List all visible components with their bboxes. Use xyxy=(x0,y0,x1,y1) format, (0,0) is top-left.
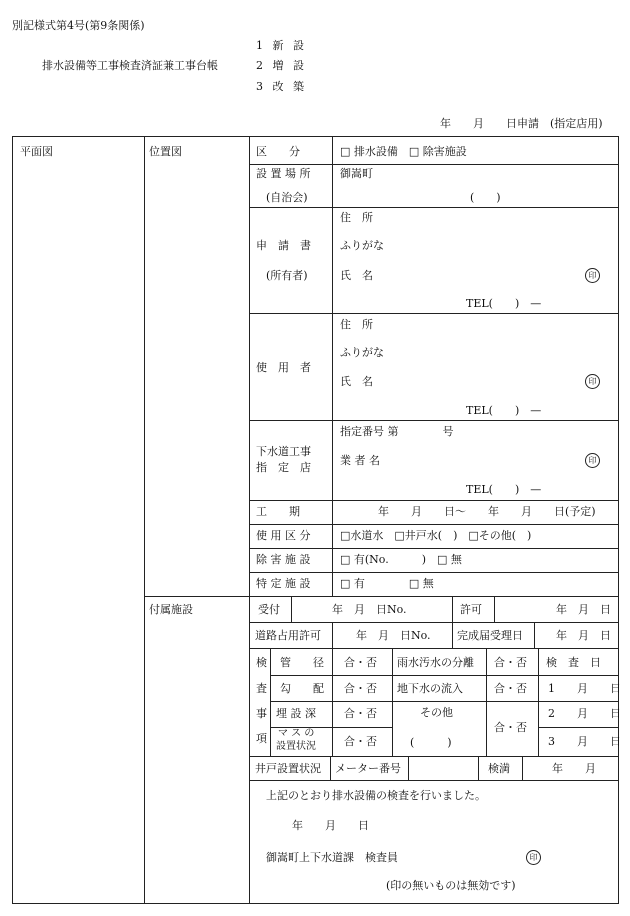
inspection-char: 事 xyxy=(256,707,267,720)
road-permit-date: 年 月 日No. xyxy=(356,629,431,642)
item-slope: 勾 配 xyxy=(280,682,324,695)
location-map-label: 位置図 xyxy=(149,145,182,158)
inspection-char: 査 xyxy=(256,682,267,695)
place-paren: ( ) xyxy=(470,191,501,204)
statement-date: 年 月 日 xyxy=(292,819,369,832)
usage-label: 使 用 区 分 xyxy=(256,529,311,542)
validity-note: (印の無いものは無効です) xyxy=(386,879,516,892)
application-date-line: 年 月 日申請 (指定店用) xyxy=(440,117,603,130)
inspection-date-1: 1 月 日 xyxy=(548,682,621,695)
place-value: 御嵩町 xyxy=(340,167,373,180)
form-number: 別記様式第4号(第9条関係) xyxy=(12,19,145,32)
contractor-sublabel: 指 定 店 xyxy=(256,461,311,474)
applicant-furigana: ふりがな xyxy=(340,239,384,252)
well-status-label: 井戸設置状況 xyxy=(255,762,321,775)
item-pipe-diameter: 管 径 xyxy=(280,656,324,669)
completion-label: 完成届受理日 xyxy=(457,629,523,642)
groundwater-inflow: 地下水の流入 xyxy=(397,682,463,695)
place-label: 設 置 場 所 xyxy=(256,167,311,180)
hazard-label: 除 害 施 設 xyxy=(256,553,311,566)
contractor-label: 下水道工事 xyxy=(256,445,311,458)
user-label: 使 用 者 xyxy=(256,361,311,374)
pass-fail: 合・否 xyxy=(344,682,377,695)
meter-expiry-value: 年 月 xyxy=(552,762,596,775)
permit-date: 年 月 日 xyxy=(556,603,611,616)
pass-fail: 合・否 xyxy=(344,656,377,669)
form-title: 排水設備等工事検査済証兼工事台帳 xyxy=(42,59,218,72)
user-address: 住 所 xyxy=(340,318,373,331)
user-name: 氏 名 xyxy=(340,375,373,388)
applicant-address: 住 所 xyxy=(340,211,373,224)
type-new: 1 新 設 xyxy=(256,39,307,52)
seal-icon: 印 xyxy=(585,268,600,283)
applicant-tel: TEL( ) — xyxy=(466,297,542,310)
divider xyxy=(332,136,333,596)
usage-value: □水道水 □井戸水( ) □その他( ) xyxy=(340,529,532,542)
pass-fail: 合・否 xyxy=(344,735,377,748)
pass-fail: 合・否 xyxy=(494,721,527,734)
inspection-date-3: 3 月 日 xyxy=(548,735,621,748)
designation-number: 指定番号 第 号 xyxy=(340,425,454,438)
divider xyxy=(144,136,145,904)
inspection-date-2: 2 月 日 xyxy=(548,707,621,720)
inspection-date-label: 検 査 日 xyxy=(546,656,601,669)
seal-icon: 印 xyxy=(526,850,541,865)
hazard-value: □ 有(No. ) □ 無 xyxy=(340,553,462,566)
pass-fail: 合・否 xyxy=(494,656,527,669)
meter-number-label: メーター番号 xyxy=(335,762,401,775)
inspection-char: 項 xyxy=(256,732,267,745)
meter-expiry-label: 検満 xyxy=(488,762,510,775)
special-label: 特 定 施 設 xyxy=(256,577,311,590)
seal-icon: 印 xyxy=(585,374,600,389)
period-value: 年 月 日〜 年 月 日(予定) xyxy=(378,505,596,518)
pass-fail: 合・否 xyxy=(344,707,377,720)
other-paren: ( ) xyxy=(410,736,452,749)
divider xyxy=(249,136,250,904)
completion-date: 年 月 日 xyxy=(556,629,611,642)
item-basin: マ ス の xyxy=(278,728,315,739)
permit-label: 許可 xyxy=(460,603,482,616)
kubun-label: 区 分 xyxy=(256,145,300,158)
type-rebuild: 3 改 築 xyxy=(256,80,307,93)
place-sublabel: (自治会) xyxy=(266,191,308,204)
special-value: □ 有 □ 無 xyxy=(340,577,434,590)
reception-date: 年 月 日No. xyxy=(332,603,407,616)
rain-sewage-separation: 雨水汚水の分離 xyxy=(397,656,474,669)
contractor-tel: TEL( ) — xyxy=(466,483,542,496)
inspection-statement: 上記のとおり排水設備の検査を行いました。 xyxy=(266,789,486,802)
seal-icon: 印 xyxy=(585,453,600,468)
inspection-char: 検 xyxy=(256,656,267,669)
period-label: 工 期 xyxy=(256,505,300,518)
inspector-label: 御嵩町上下水道課 検査員 xyxy=(266,851,398,864)
attached-facilities-label: 付属施設 xyxy=(149,603,193,616)
applicant-name: 氏 名 xyxy=(340,269,373,282)
user-tel: TEL( ) — xyxy=(466,404,542,417)
company-name: 業 者 名 xyxy=(340,454,380,467)
reception-label: 受付 xyxy=(258,603,280,616)
user-furigana: ふりがな xyxy=(340,346,384,359)
other-label: その他 xyxy=(420,706,453,719)
kubun-value: □ 排水設備 □ 除害施設 xyxy=(340,145,467,158)
type-extend: 2 増 設 xyxy=(256,59,307,72)
road-permit-label: 道路占用許可 xyxy=(255,629,321,642)
plan-view-label: 平面図 xyxy=(20,145,53,158)
applicant-sublabel: (所有者) xyxy=(266,269,308,282)
applicant-label: 申 請 書 xyxy=(256,239,311,252)
item-depth: 埋 設 深 xyxy=(276,707,316,720)
pass-fail: 合・否 xyxy=(494,682,527,695)
item-basin-status: 設置状況 xyxy=(276,741,316,752)
